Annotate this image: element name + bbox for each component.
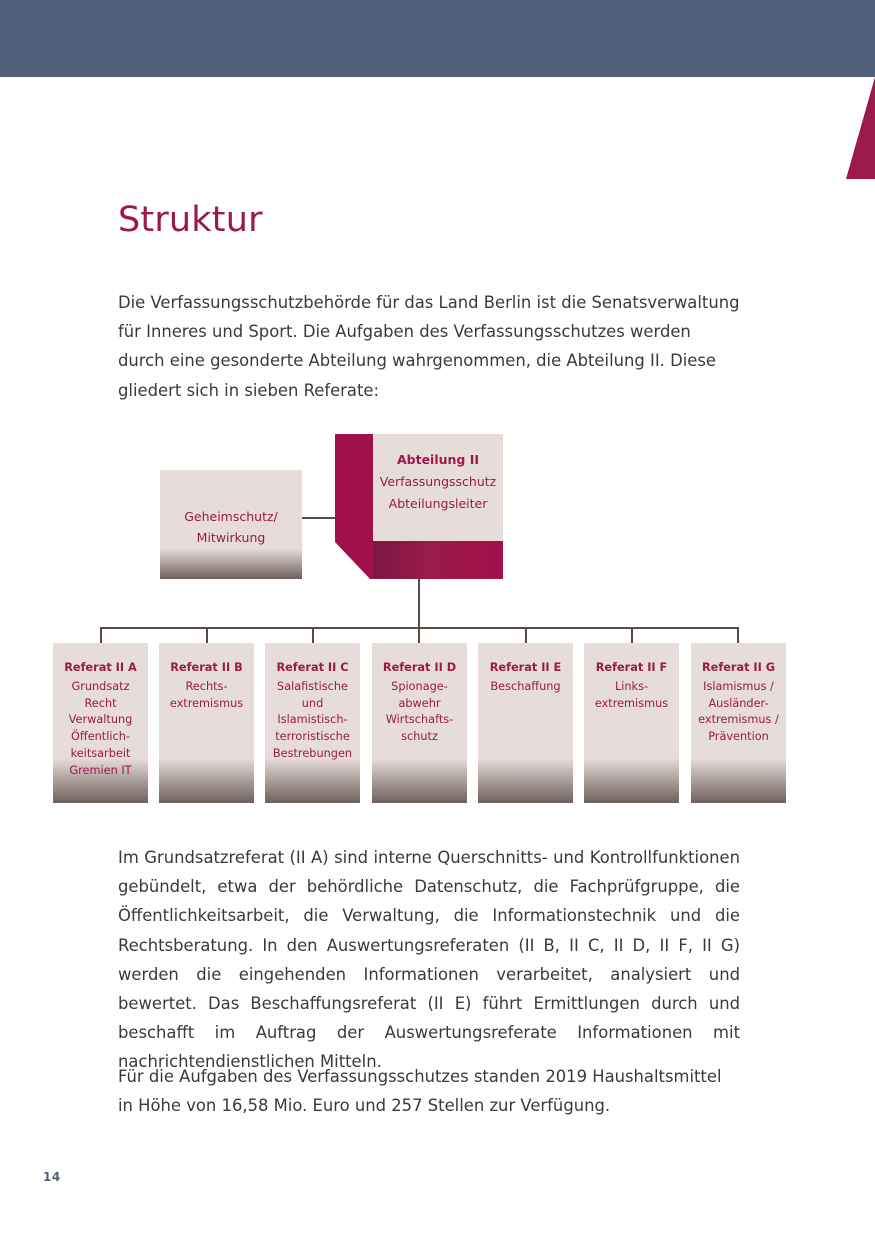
- paragraph-grundsatzreferat: Im Grundsatzreferat (II A) sind interne Querschnitts- und Kontrollfunktionen gebündelt, etwa der behördliche Datenschutz, die Fachprüfgruppe, die Öffentlichkeitsarbeit, die Verwaltung, die Informationstechnik und die Rechtsberatung. In den Auswertungsreferaten (II B, II C, II D, II F, II G) werden die eingehenden Informationen verarbeitet, analysiert und bewertet. Das Beschaffungsreferat (II E) führt Ermittlungen durch und beschafft im Auftrag der Auswertungsreferate Informationen mit nachrichtendienstlichen Mitteln.: [118, 848, 740, 1072]
- referat-line: Bestrebungen: [272, 746, 353, 760]
- referat-line: terroristische: [275, 730, 350, 744]
- referat-box-g: [691, 643, 786, 803]
- abteilung-line2: Abteilungsleiter: [388, 496, 488, 511]
- referat-title: Referat II E: [489, 661, 562, 674]
- referat-box-b: [159, 643, 254, 803]
- geheimschutz-line1: Geheimschutz/: [184, 509, 278, 524]
- referat-line: und: [301, 696, 324, 710]
- connector-drop-c: [312, 627, 314, 643]
- intro-paragraph: Die Verfassungsschutzbehörde für das Land Berlin ist die Senatsverwaltung für Inneres und Sport. Die Aufgaben des Verfassungsschutzes werden durch eine gesonderte Abteilung wahrgenommen, die Abteilung II. Diese gliedert sich in sieben Referate:: [118, 293, 740, 400]
- referat-box-c: [265, 643, 360, 803]
- referat-title: Referat II B: [170, 661, 243, 674]
- referat-line: Ausländer-: [708, 696, 769, 710]
- abteilung-title: Abteilung II: [396, 452, 480, 467]
- referat-title: Referat II A: [64, 661, 137, 674]
- connector-drop-a: [100, 627, 102, 643]
- connector-drop-f: [631, 627, 633, 643]
- paragraph-haushalt: Für die Aufgaben des Verfassungsschutzes standen 2019 Haushaltsmittel in Höhe von 16,58 Mio. Euro und 257 Stellen zur Verfügung.: [118, 1067, 722, 1116]
- referat-line: Links-: [614, 679, 649, 693]
- referat-line: Rechts-: [185, 679, 228, 693]
- corner-triangle-decoration: [846, 77, 875, 179]
- referat-title: Referat II F: [595, 661, 668, 674]
- referat-line: Grundsatz: [71, 679, 130, 693]
- connector-drop-e: [525, 627, 527, 643]
- referat-line: schutz: [401, 730, 438, 744]
- referat-line: Verwaltung: [68, 713, 133, 727]
- referat-line: abwehr: [398, 696, 441, 710]
- connector-side: [302, 517, 336, 519]
- referat-line: Islamismus /: [703, 679, 774, 693]
- connector-head-down: [418, 579, 420, 629]
- referat-line: Beschaffung: [490, 679, 561, 693]
- connector-drop-b: [206, 627, 208, 643]
- referat-box-d: [372, 643, 467, 803]
- connector-drop-g: [737, 627, 739, 643]
- referat-line: Prävention: [708, 730, 769, 744]
- referat-title: Referat II G: [701, 661, 776, 674]
- referat-box-a: [53, 643, 148, 803]
- referat-line: Spionage-: [391, 679, 448, 693]
- referat-title: Referat II C: [276, 661, 349, 674]
- referat-line: extremismus: [594, 696, 669, 710]
- page-title: Struktur: [118, 200, 263, 240]
- referat-box-f: [584, 643, 679, 803]
- referat-line: Salafistische: [277, 679, 348, 693]
- referat-line: Öffentlich-: [71, 730, 130, 744]
- abteilung-box: [373, 434, 503, 541]
- header-bar: [0, 0, 875, 77]
- geheimschutz-line2: Mitwirkung: [196, 530, 266, 545]
- abteilung-line1: Verfassungsschutz: [379, 474, 497, 489]
- connector-drop-d: [418, 627, 420, 643]
- referat-line: extremismus: [169, 696, 244, 710]
- referat-title: Referat II D: [382, 661, 457, 674]
- referat-line: Wirtschafts-: [385, 713, 454, 727]
- referat-line: keitsarbeit: [70, 746, 131, 760]
- referat-box-e: [478, 643, 573, 803]
- referat-line: Gremien IT: [69, 763, 132, 777]
- geheimschutz-box: [160, 470, 302, 579]
- referat-line: Islamistisch-: [277, 713, 348, 727]
- referat-line: extremismus /: [698, 713, 779, 727]
- page-number: 14: [43, 1170, 61, 1184]
- referat-line: Recht: [84, 696, 117, 710]
